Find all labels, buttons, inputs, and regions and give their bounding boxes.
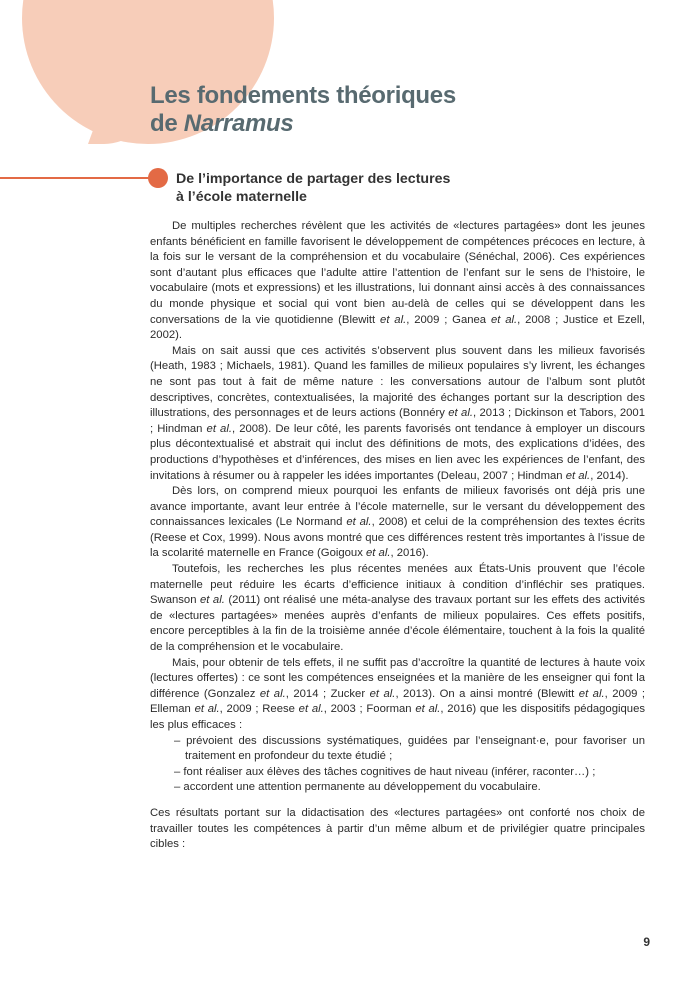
list-item: – prévoient des discussions systématiques, guidées par l’enseignant·e, pour favoriser un traitement en profondeur du texte étudié ; (174, 734, 645, 763)
paragraph-text-run: Dès lors, on comprend mieux pourquoi les enfants de milieux favorisés ont déjà pris une avance importante, avant leur entrée à l’école maternelle, sur le versant du développement des connaissances lexicales (Le Normand (150, 485, 645, 529)
paragraph-text-run: , 2013). On a ainsi montré (Blewitt (395, 687, 579, 700)
citation-et-al: et al. (259, 687, 286, 700)
citation-et-al: et al. (206, 422, 232, 435)
page-title (150, 82, 456, 138)
citation-et-al: et al. (565, 469, 591, 482)
paragraph-text-run: , 2014). (590, 469, 629, 482)
paragraph-text-run: , 2008). De leur côté, les parents favorisés ont tendance à employer un discours plus décontextualisé et abstrait qui inclut des définitions de mots, des explications d’idées, des productions d’hypothèses et d’inférences, des mises en lien avec les expériences de l’enfant, des invitations à résumer ou à rappeler les idées importantes (Deleau, 2007 ; Hindman (150, 422, 645, 482)
body-paragraphs (150, 219, 645, 734)
citation-et-al: et al. (369, 687, 396, 700)
citation-et-al: et al. (415, 703, 441, 716)
page-number: 9 (643, 935, 650, 949)
citation-et-al: et al. (448, 407, 473, 420)
page-title-line1: Les fondements théoriques (150, 82, 456, 109)
section-title-line1: De l’importance de partager des lectures (176, 171, 451, 187)
list-item: – accordent une attention permanente au développement du vocabulaire. (174, 781, 541, 794)
citation-et-al: et al. (298, 703, 324, 716)
body-paragraph (150, 344, 645, 484)
citation-et-al: et al. (366, 547, 391, 560)
paragraph-text-run: , 2009 ; Reese (219, 703, 299, 716)
paragraph-text-run: (2011) ont réalisé une méta-analyse des travaux portant sur les effets des activités de «lectures partagées» menées auprès d’enfants de milieux populaires. Ces effets positifs, encore perceptibles à la fin de la troisième année d’école élémentaire, touchent à la fois la qualité de la compréhension et le vocabulaire. (150, 594, 645, 654)
paragraph-text-run: Toutefois, les recherches les plus récentes menées aux États-Unis prouvent que l’école maternelle peut réduire les écarts d’efficience initiaux à condition d’infléchir ses pratiques. Swanson (150, 563, 645, 607)
body-text (150, 219, 645, 853)
paragraph-text-run: Mais on sait aussi que ces activités s’observent plus souvent dans les milieux favorisés (Heath, 1983 ; Michaels, 1981). Quand les familles de milieux populaires s’y livrent, les échanges ne sont pas tout à fait de même nature : les conversations autour de l’album sont plutôt descriptives, concrètes, contextualisées, la majorité des échanges portant sur la description des illustrations, des personnages et de leurs actions (Bonnéry (150, 344, 645, 420)
paragraph-text-run: Mais, pour obtenir de tels effets, il ne suffit pas d’accroître la quantité de lectures à haute voix (lectures offertes) : ce sont les compétences enseignées et la manière de les enseigner qui font la différence (Gonzalez (150, 656, 645, 700)
closing-paragraph: Ces résultats portant sur la didactisation des «lectures partagées» ont conforté nos choix de travailler toutes les compétences à partir d’un même album et de privilégier quatre principales cibles : (150, 806, 645, 851)
section-title-line2: à l’école maternelle (176, 189, 307, 205)
paragraph-text-run: , 2009 ; Elleman (150, 687, 646, 716)
paragraph-text-run: , 2016) que les dispositifs pédagogiques les plus efficaces : (150, 703, 646, 731)
body-paragraph (150, 656, 645, 734)
body-paragraph (150, 562, 645, 656)
page-title-book-name: Narramus (183, 110, 294, 137)
paragraph-text-run: , 2014 ; Zucker (285, 687, 370, 700)
section-rule (0, 177, 150, 179)
citation-et-al: et al. (346, 516, 372, 529)
section-bullet-icon (148, 168, 168, 188)
list-item: – font réaliser aux élèves des tâches cognitives de haut niveau (inférer, raconter…) ; (174, 765, 596, 778)
citation-et-al: et al. (380, 313, 407, 326)
paragraph-text-run: , 2016). (390, 547, 429, 560)
citation-et-al: et al. (490, 313, 518, 326)
paragraph-text-run: De multiples recherches révèlent que les activités de «lectures partagées» dont les jeunes enfants bénéficient en famille favorisent le développement de compétences précoces en lecture, à la fois sur le versant de la compréhension et du vocabulaire (Sénéchal, 2006). Ces expériences sont d’autant plus efficaces que l’adulte attire l’attention de l’enfant sur le sens de l’histoire, le vocabulaire (mots et expressions) et les illustrations, lui donnant ainsi accès à des connaissances du monde physique et social qui vont bien au-delà de celles qui se développent dans les conversations de la vie quotidienne (Blewitt (150, 220, 645, 326)
paragraph-text-run: , 2013 ; Dickinson et Tabors, 2001 ; Hindman (150, 407, 645, 435)
recommendation-list (150, 734, 645, 796)
paragraph-text-run: , 2008 ; Justice et Ezell, 2002). (150, 313, 645, 342)
page-title-line2-prefix: de (150, 110, 184, 137)
citation-et-al: et al. (194, 703, 220, 716)
citation-et-al: et al. (199, 594, 225, 607)
citation-et-al: et al. (578, 687, 605, 700)
paragraph-text-run: , 2009 ; Ganea (406, 313, 491, 326)
body-paragraph (150, 484, 645, 562)
body-paragraph (150, 219, 645, 344)
section-title (176, 170, 450, 206)
paragraph-text-run: , 2003 ; Foorman (323, 703, 416, 716)
paragraph-text-run: , 2008) et celui de la compréhension des textes écrits (Reese et Cox, 1999). Nous avons montré que ces différences restent très importantes à l’issue de la scolarité maternelle en France (Goigoux (150, 516, 645, 560)
